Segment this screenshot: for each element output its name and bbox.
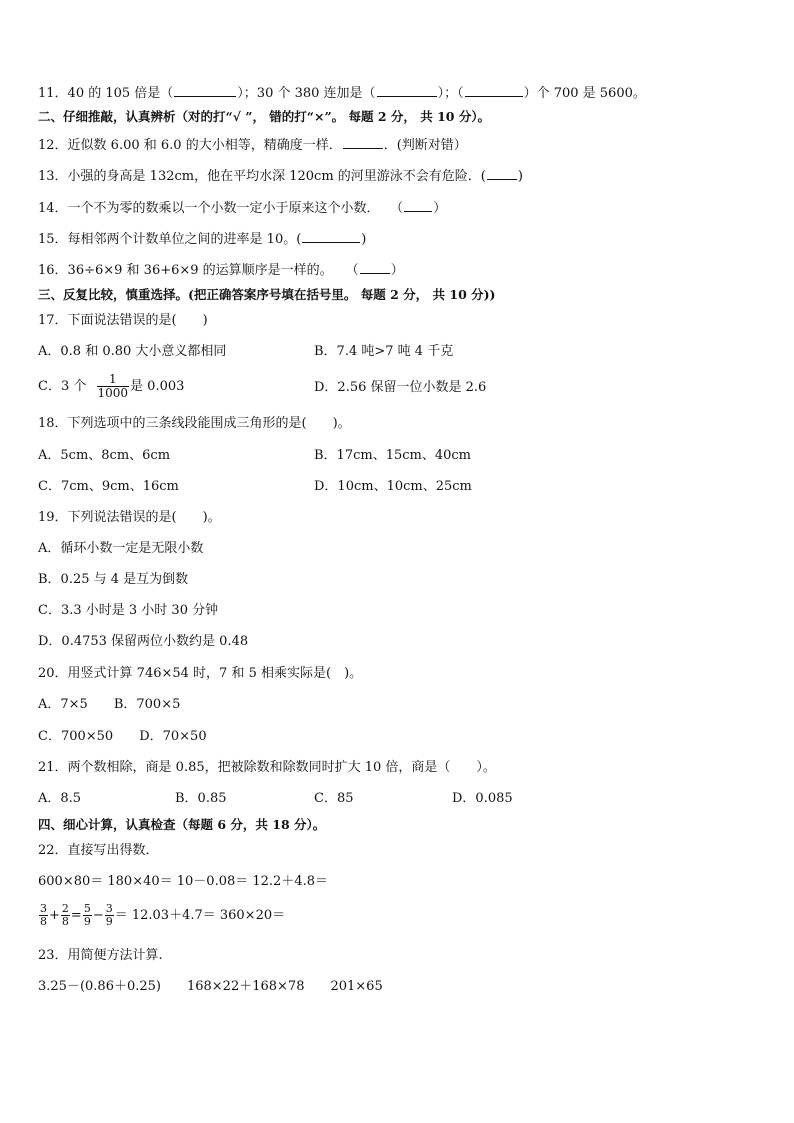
q21-option-c[interactable]: C．85 <box>314 791 354 806</box>
fraction <box>105 903 114 928</box>
fraction-denominator: 8 <box>61 915 69 928</box>
question-19-stem: 19．下列说法错误的是( )。 <box>38 510 221 525</box>
q11-text-a: 11．40 的 105 倍是（ <box>38 86 174 101</box>
fraction-numerator: 5 <box>83 902 91 915</box>
question-12 <box>38 136 467 154</box>
fraction-numerator: 1 <box>97 373 130 387</box>
q18-option-a[interactable]: A．5cm、8cm、6cm <box>38 448 171 463</box>
q16-tail: ） <box>390 263 404 278</box>
q19-option-d[interactable]: D．0.4753 保留两位小数约是 0.48 <box>38 634 249 649</box>
fraction <box>83 903 92 928</box>
question-17-stem: 17．下面说法错误的是( ) <box>38 313 208 328</box>
answer-blank[interactable] <box>174 84 236 97</box>
q21-option-b[interactable]: B．0.85 <box>175 791 227 806</box>
question-15 <box>38 230 366 248</box>
question-18-stem: 18．下列选项中的三条线段能围成三角形的是( )。 <box>38 416 351 431</box>
q21-option-a[interactable]: A．8.5 <box>38 791 82 806</box>
section-4-heading: 四、细心计算，认真检查（每题 6 分，共 18 分）。 <box>38 817 326 832</box>
fraction-numerator: 3 <box>105 902 113 915</box>
q20-options-cd[interactable]: C．700×50 D．70×50 <box>38 729 207 744</box>
q19-option-a[interactable]: A．循环小数一定是无限小数 <box>38 541 204 556</box>
fraction <box>39 903 48 928</box>
question-23-stem: 23．用简便方法计算. <box>38 948 163 963</box>
q14-tail: ） <box>433 201 447 216</box>
q22-row-1: 600×80＝ 180×40＝ 10－0.08＝ 12.2＋4.8＝ <box>38 874 328 889</box>
fraction <box>61 903 70 928</box>
fraction-denominator: 9 <box>83 915 91 928</box>
q16-text: 16．36÷6×9 和 36+6×9 的运算顺序是一样的。 （ <box>38 263 359 278</box>
q20-options-ab[interactable]: A．7×5 B．700×5 <box>38 697 181 712</box>
answer-blank[interactable] <box>302 230 360 243</box>
q18-option-c[interactable]: C．7cm、9cm、16cm <box>38 479 179 494</box>
q19-option-b[interactable]: B．0.25 与 4 是互为倒数 <box>38 572 189 587</box>
answer-blank[interactable] <box>487 167 517 180</box>
q13-tail: ) <box>517 169 523 184</box>
fraction-denominator: 8 <box>40 915 47 928</box>
q17-option-b[interactable]: B．7.4 吨>7 吨 4 千克 <box>314 344 454 359</box>
question-22-stem: 22．直接写出得数． <box>38 843 159 858</box>
question-21-stem: 21．两个数相除，商是 0.85，把被除数和除数同时扩大 10 倍，商是（ ）。 <box>38 760 496 775</box>
fraction-numerator: 3 <box>40 902 47 915</box>
q17-c-prefix: C．3 个 <box>38 379 87 394</box>
answer-blank[interactable] <box>360 261 390 274</box>
q22-row-2 <box>38 900 285 932</box>
fraction <box>97 373 130 400</box>
section-2-heading: 二、仔细推敲，认真辨析（对的打“√ ”， 错的打“×”。 每题 2 分， 共 10 分）。 <box>38 109 491 124</box>
q15-tail: ) <box>361 232 367 247</box>
fraction-denominator: 1000 <box>97 386 129 400</box>
q12-tail: ．(判断对错） <box>383 138 467 153</box>
q15-text: 15．每相邻两个计数单位之间的进率是 10。( <box>38 232 302 247</box>
question-14 <box>38 199 446 217</box>
answer-blank[interactable] <box>343 136 383 149</box>
question-13 <box>38 167 523 185</box>
operator: + <box>49 908 60 923</box>
q11-text-c: ）；（ <box>437 86 464 101</box>
q17-c-suffix: 是 0.003 <box>130 379 185 394</box>
q21-option-d[interactable]: D．0.085 <box>452 791 513 806</box>
q17-option-c[interactable] <box>38 372 184 402</box>
q17-option-a[interactable]: A．0.8 和 0.80 大小意义都相同 <box>38 344 227 359</box>
operator: − <box>92 908 104 923</box>
q13-text: 13．小强的身高是 132cm，他在平均水深 120cm 的河里游泳不会有危险．( <box>38 169 486 184</box>
answer-blank[interactable] <box>465 84 523 97</box>
question-20-stem: 20．用竖式计算 746×54 时，7 和 5 相乘实际是( )。 <box>38 666 363 681</box>
fraction-numerator: 2 <box>61 902 69 915</box>
question-16 <box>38 261 404 279</box>
q12-text: 12．近似数 6.00 和 6.0 的大小相等，精确度一样． <box>38 138 342 153</box>
q14-text: 14．一个不为零的数乘以一个小数一定小于原来这个小数． （ <box>38 201 404 216</box>
section-3-heading: 三、反复比较，慎重选择。(把正确答案序号填在括号里。 每题 2 分， 共 10 分)) <box>38 287 496 302</box>
answer-blank[interactable] <box>404 199 432 212</box>
q11-text-b: ）；30 个 380 连加是（ <box>237 86 376 101</box>
q17-option-d[interactable]: D．2.56 保留一位小数是 2.6 <box>314 380 487 395</box>
q19-option-c[interactable]: C．3.3 小时是 3 小时 30 分钟 <box>38 603 219 618</box>
q11-text-d: ）个 700 是 5600。 <box>523 86 646 101</box>
fraction-denominator: 9 <box>105 915 113 928</box>
operator: = <box>70 908 82 923</box>
question-11 <box>38 84 646 102</box>
q18-option-b[interactable]: B．17cm、15cm、40cm <box>314 448 472 463</box>
answer-blank[interactable] <box>377 84 437 97</box>
q18-option-d[interactable]: D．10cm、10cm、25cm <box>314 479 472 494</box>
q22-row-2-tail: ＝ 12.03＋4.7＝ 360×20＝ <box>114 908 286 923</box>
q23-row: 3.25－(0.86＋0.25) 168×22＋168×78 201×65 <box>38 979 383 994</box>
